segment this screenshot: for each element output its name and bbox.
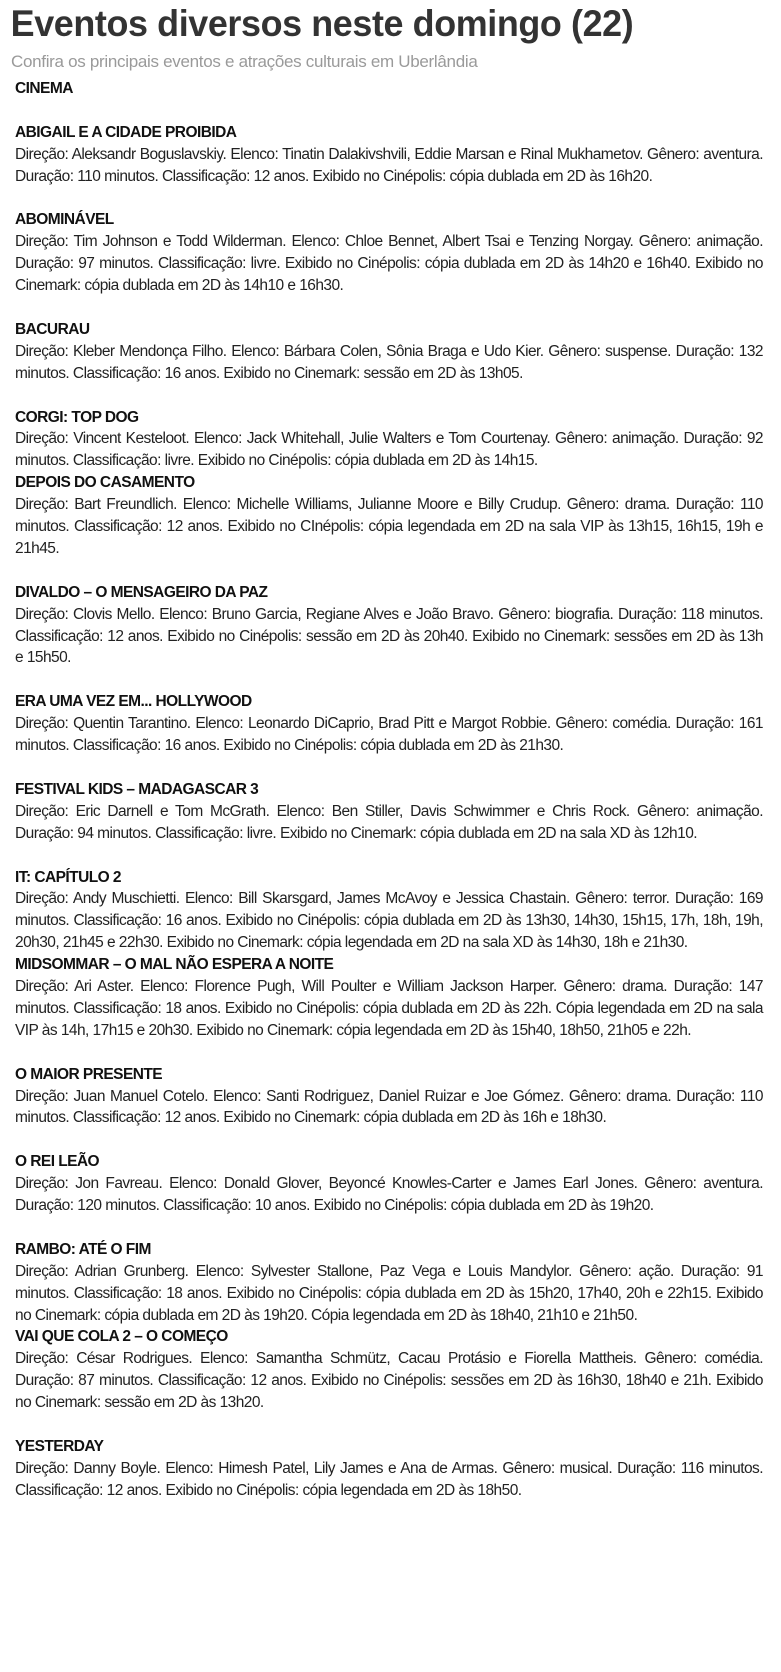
movie-details: Direção: Kleber Mendonça Filho. Elenco: Bárbara Colen, Sônia Braga e Udo Kier. Gênero: suspense. Duração: 132 minutos. Classificação: 16 anos. Exibido no Cinemark: sessão em 2D às 13h05. — [15, 342, 763, 382]
movie-details: Direção: Adrian Grunberg. Elenco: Sylvester Stallone, Paz Vega e Louis Mandylor. Gênero: ação. Duração: 91 minutos. Classificação: 18 anos. Exibido no Cinépolis: cópia dublada em 2D às 15h20, 17h40, 20h e 22h15. Exibido no Cinemark: cópia dublada em 2D às 19h20. Cópia legendada em 2D às 18h40, 21h10 e 21h50. — [15, 1262, 763, 1324]
movie-title: MIDSOMMAR – O MAL NÃO ESPERA A NOITE — [15, 956, 334, 974]
movie-entry — [15, 582, 763, 670]
movie-details: Direção: Bart Freundlich. Elenco: Michelle Williams, Julianne Moore e Billy Crudup. Gênero: drama. Duração: 110 minutos. Classificação: 12 anos. Exibido no CInépolis: cópia legendada em 2D na sala VIP às 13h15, 16h15, 19h e 21h45. — [15, 496, 763, 557]
movie-title: ABIGAIL E A CIDADE PROIBIDA — [15, 123, 237, 141]
movie-title: RAMBO: ATÉ O FIM — [15, 1240, 151, 1258]
movie-details: Direção: Aleksandr Boguslavskiy. Elenco: Tinatin Dalakivshvili, Eddie Marsan e Rinal Mukhametov. Gênero: aventura. Duração: 110 minutos. Classificação: 12 anos. Exibido no Cinépolis: cópia dublada em 2D às 16h20. — [15, 145, 763, 185]
movie-title: YESTERDAY — [15, 1438, 104, 1455]
movie-details: Direção: Vincent Kesteloot. Elenco: Jack Whitehall, Julie Walters e Tom Courtenay. Gênero: animação. Duração: 92 minutos. Classificação: livre. Exibido no Cinépolis: cópia dublada em 2D às 14h15. — [15, 430, 763, 470]
movie-details: Direção: Clovis Mello. Elenco: Bruno Garcia, Regiane Alves e João Bravo. Gênero: biografia. Duração: 118 minutos. Classificação: 12 anos. Exibido no Cinépolis: sessão em 2D às 20h40. Exibido no Cinemark: sessões em 2D às 13h e 15h50. — [15, 605, 763, 667]
movie-details: Direção: Danny Boyle. Elenco: Himesh Patel, Lily James e Ana de Armas. Gênero: musical. Duração: 116 minutos. Classificação: 12 anos. Exibido no Cinépolis: cópia legendada em 2D às 18h50. — [15, 1459, 763, 1499]
movie-entry — [15, 1436, 763, 1502]
movie-details: Direção: Ari Aster. Elenco: Florence Pugh, Will Poulter e William Jackson Harper. Gênero: drama. Duração: 147 minutos. Classificação: 18 anos. Exibido no Cinépolis: cópia dublada em 2D às 22h. Cópia legendada em 2D na sala VIP às 14h, 17h15 e 20h30. Exibido no Cinemark: cópia legendada em 2D às 15h40, 18h50, 21h05 e 22h. — [15, 978, 763, 1039]
movie-entry — [15, 1151, 763, 1217]
movie-title: FESTIVAL KIDS – MADAGASCAR 3 — [15, 780, 259, 798]
movie-entry — [15, 472, 763, 560]
movie-details: Direção: Andy Muschietti. Elenco: Bill Skarsgard, James McAvoy e Jessica Chastain. Gênero: terror. Duração: 169 minutos. Classificação: 16 anos. Exibido no Cinépolis: cópia dublada em 2D às 13h30, 14h30, 15h15, 17h, 18h, 19h, 20h30, 21h45 e 22h30. Exibido no Cinemark: cópia legendada em 2D na sala XD às 14h30, 18h e 21h30. — [15, 890, 763, 952]
movie-entry — [15, 407, 763, 473]
movie-details: Direção: Tim Johnson e Todd Wilderman. Elenco: Chloe Bennet, Albert Tsai e Tenzing Norgay. Gênero: animação. Duração: 97 minutos. Classificação: livre. Exibido no Cinépolis: cópia dublada em 2D às 14h20 e 16h40. Exibido no Cinemark: cópia dublada em 2D às 14h10 e 16h30. — [15, 233, 763, 295]
movie-title: O MAIOR PRESENTE — [15, 1065, 163, 1083]
movie-details: Direção: César Rodrigues. Elenco: Samantha Schmütz, Cacau Protásio e Fiorella Mattheis. Gênero: comédia. Duração: 87 minutos. Classificação: 12 anos. Exibido no Cinépolis: sessões em 2D às 16h30, 18h40 e 21h. Exibido no Cinemark: sessão em 2D às 13h20. — [15, 1350, 763, 1412]
movie-entry — [15, 867, 763, 955]
page-title: Eventos diversos neste domingo (22) — [10, 3, 634, 44]
movie-title: DIVALDO – O MENSAGEIRO DA PAZ — [15, 583, 268, 601]
movie-details: Direção: Eric Darnell e Tom McGrath. Elenco: Ben Stiller, Davis Schwimmer e Chris Rock. Gênero: animação. Duração: 94 minutos. Classificação: livre. Exibido no Cinemark: cópia dublada em 2D na sala XD às 12h10. — [15, 802, 763, 842]
movie-entry — [15, 122, 763, 188]
page-subtitle: Confira os principais eventos e atrações culturais em Uberlândia — [11, 52, 478, 71]
movie-title: VAI QUE COLA 2 – O COMEÇO — [15, 1328, 228, 1346]
movie-entry — [15, 1326, 763, 1414]
movie-entry — [15, 1239, 763, 1327]
movie-title: IT: CAPÍTULO 2 — [15, 868, 121, 886]
movie-entry — [15, 319, 763, 385]
movie-entry — [15, 954, 763, 1042]
movie-entry — [15, 209, 763, 297]
movie-details: Direção: Juan Manuel Cotelo. Elenco: Santi Rodriguez, Daniel Ruizar e Joe Gómez. Gênero: drama. Duração: 110 minutos. Classificação: 12 anos. Exibido no Cinemark: cópia dublada em 2D às 16h e 18h30. — [15, 1087, 763, 1127]
movie-entry — [15, 1064, 763, 1130]
movie-details: Direção: Quentin Tarantino. Elenco: Leonardo DiCaprio, Brad Pitt e Margot Robbie. Gênero: comédia. Duração: 161 minutos. Classificação: 16 anos. Exibido no Cinépolis: cópia dublada em 2D às 21h30. — [15, 715, 763, 755]
movie-title: DEPOIS DO CASAMENTO — [15, 474, 195, 492]
section-heading: CINEMA — [15, 80, 73, 97]
movie-title: BACURAU — [15, 320, 90, 338]
movie-entry — [15, 691, 763, 757]
movie-title: O REI LEÃO — [15, 1153, 100, 1171]
article-body — [0, 73, 781, 1502]
movie-title: ABOMINÁVEL — [15, 211, 114, 229]
movie-title: ERA UMA VEZ EM... HOLLYWOOD — [15, 693, 252, 711]
movie-entry — [15, 779, 763, 845]
movie-title: CORGI: TOP DOG — [15, 408, 139, 426]
movie-details: Direção: Jon Favreau. Elenco: Donald Glover, Beyoncé Knowles-Carter e James Earl Jones. Gênero: aventura. Duração: 120 minutos. Classificação: 10 anos. Exibido no Cinépolis: cópia dublada em 2D às 19h20. — [15, 1175, 763, 1215]
